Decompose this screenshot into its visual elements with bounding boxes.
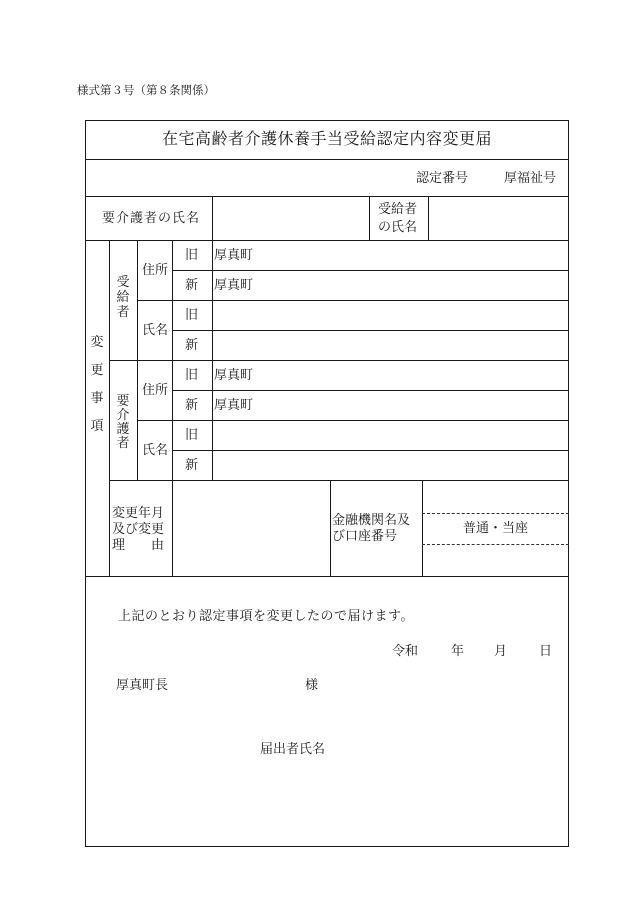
recipient-name-label-2: の氏名 <box>378 220 418 235</box>
dashed-rule <box>422 513 569 514</box>
statement-text: 上記のとおり認定事項を変更したので届けます。 <box>118 609 414 624</box>
rule <box>109 360 569 361</box>
rule <box>137 420 569 421</box>
applicant-name-value[interactable] <box>345 735 555 761</box>
rule <box>85 240 569 241</box>
change-date-label-1: 変更年月 <box>112 506 165 521</box>
addressee: 厚真町長 <box>116 678 169 693</box>
old-label: 旧 <box>185 368 199 383</box>
rule <box>330 480 331 576</box>
new-label: 新 <box>185 278 199 293</box>
cared-address-old[interactable]: 厚真町 <box>214 368 254 383</box>
new-label: 新 <box>185 458 199 473</box>
recipient-name-row-label: 氏名 <box>142 323 169 338</box>
year-label: 年 <box>451 644 465 659</box>
rule <box>172 450 569 451</box>
form-title: 在宅高齢者介護休養手当受給認定内容変更届 <box>161 129 492 148</box>
recipient-address-new[interactable]: 厚真町 <box>214 278 254 293</box>
recipient-name-label-1: 受給者 <box>378 202 418 217</box>
day-label: 日 <box>539 644 553 659</box>
old-label: 旧 <box>185 428 199 443</box>
recipient-address-old[interactable]: 厚真町 <box>214 248 254 263</box>
rule <box>212 240 213 480</box>
rule <box>137 240 138 480</box>
new-label: 新 <box>185 338 199 353</box>
cared-name-row-label: 氏名 <box>142 443 169 458</box>
cared-group-label: 要 介 護 者 <box>116 394 130 451</box>
rule <box>85 576 569 577</box>
change-date-reason-value[interactable] <box>173 481 329 575</box>
recipient-address-label: 住所 <box>142 263 169 278</box>
era-label: 令和 <box>392 644 419 659</box>
change-date-label-2: 及び変更 <box>112 522 165 537</box>
rule <box>172 270 569 271</box>
form-number: 様式第３号（第８条関係） <box>77 83 215 97</box>
cared-address-label: 住所 <box>142 383 169 398</box>
old-label: 旧 <box>185 308 199 323</box>
rule <box>172 390 569 391</box>
bank-label-1: 金融機関名及 <box>332 513 411 528</box>
recipient-name-value[interactable] <box>429 197 568 240</box>
applicant-name-label: 届出者氏名 <box>260 742 326 757</box>
rule <box>369 196 370 240</box>
cared-person-name-value[interactable] <box>213 197 369 240</box>
cert-number-label: 認定番号 <box>416 171 469 186</box>
new-label: 新 <box>185 398 199 413</box>
recipient-group-label: 受 給 者 <box>116 275 130 320</box>
old-label: 旧 <box>185 248 199 263</box>
month-label: 月 <box>494 644 508 659</box>
rule <box>137 300 569 301</box>
cert-office-label: 厚福祉号 <box>504 171 557 186</box>
cared-person-name-label: 要介護者の氏名 <box>102 211 201 226</box>
change-reason-label: 理 由 <box>112 538 165 553</box>
bank-label-2: び口座番号 <box>332 529 398 544</box>
rule <box>85 159 569 160</box>
bank-name-value[interactable] <box>423 481 568 512</box>
account-type[interactable]: 普通・当座 <box>462 521 528 536</box>
honorific: 様 <box>305 678 319 693</box>
rule <box>172 330 569 331</box>
account-number-value[interactable] <box>423 545 568 575</box>
change-items-label: 変 更 事 項 <box>90 335 104 434</box>
cared-address-new[interactable]: 厚真町 <box>214 398 254 413</box>
